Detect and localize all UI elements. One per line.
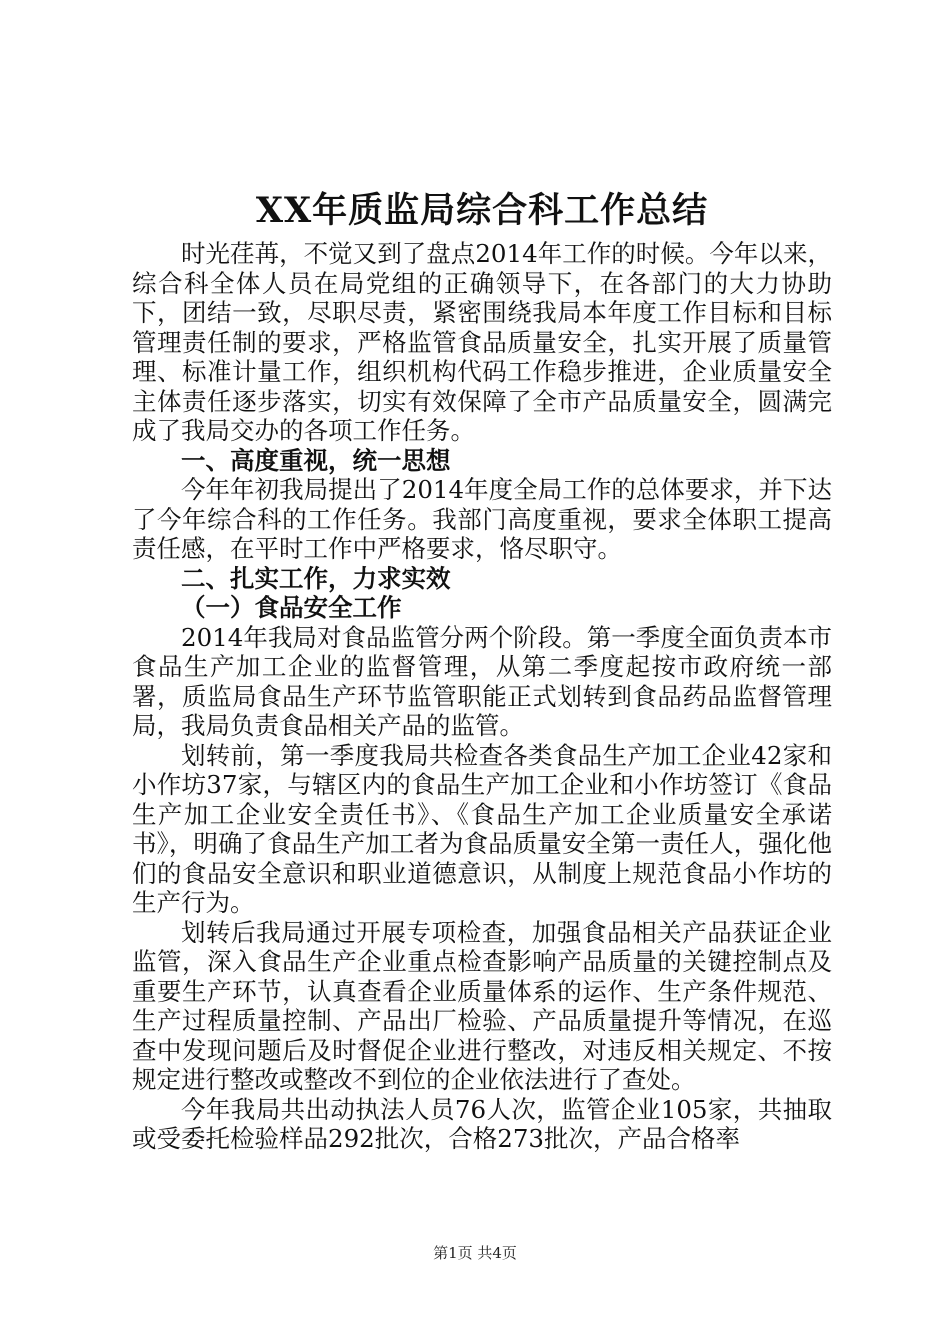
document-page — [132, 186, 832, 1154]
paragraph: 今年我局共出动执法人员76人次，监管企业105家，共抽取或受委托检验样品292批次，合格273批次，产品合格率 — [132, 1094, 832, 1153]
paragraph: 划转后我局通过开展专项检查，加强食品相关产品获证企业监管，深入食品生产企业重点检查影响产品质量的关键控制点及重要生产环节，认真查看企业质量体系的运作、生产条件规范、生产过程质量控制、产品出厂检验、产品质量提升等情况，在巡查中发现问题后及时督促企业进行整改，对违反相关规定、不按规定进行整改或整改不到位的企业依法进行了查处。 — [132, 917, 832, 1094]
paragraph: 2014年我局对食品监管分两个阶段。第一季度全面负责本市食品生产加工企业的监督管理，从第二季度起按市政府统一部署，质监局食品生产环节监管职能正式划转到食品药品监督管理局，我局负责食品相关产品的监管。 — [132, 622, 832, 740]
page-number: 第1页 共4页 — [433, 1244, 517, 1262]
subsection-heading: （一）食品安全工作 — [181, 593, 402, 622]
section-heading: 一、高度重视，统一思想 — [181, 445, 451, 475]
page-footer — [0, 1242, 950, 1263]
paragraph: 今年年初我局提出了2014年度全局工作的总体要求，并下达了今年综合科的工作任务。我部门高度重视，要求全体职工提高责任感，在平时工作中严格要求，恪尽职守。 — [132, 475, 832, 563]
paragraph: 划转前，第一季度我局共检查各类食品生产加工企业42家和小作坊37家，与辖区内的食品生产加工企业和小作坊签订《食品生产加工企业安全责任书》、《食品生产加工企业质量安全承诺书》，明确了食品生产加工者为食品质量安全第一责任人，强化他们的食品安全意识和职业道德意识，从制度上规范食品小作坊的生产行为。 — [132, 740, 832, 917]
document-title: XX年质监局综合科工作总结 — [255, 190, 709, 231]
paragraph: 时光荏苒，不觉又到了盘点2014年工作的时候。今年以来，综合科全体人员在局党组的正确领导下，在各部门的大力协助下，团结一致，尽职尽责，紧密围绕我局本年度工作目标和目标管理责任制的要求，严格监管食品质量安全，扎实开展了质量管理、标准计量工作，组织机构代码工作稳步推进，企业质量安全主体责任逐步落实，切实有效保障了全市产品质量安全，圆满完成了我局交办的各项工作任务。 — [132, 239, 832, 445]
section-heading: 二、扎实工作，力求实效 — [181, 563, 451, 593]
